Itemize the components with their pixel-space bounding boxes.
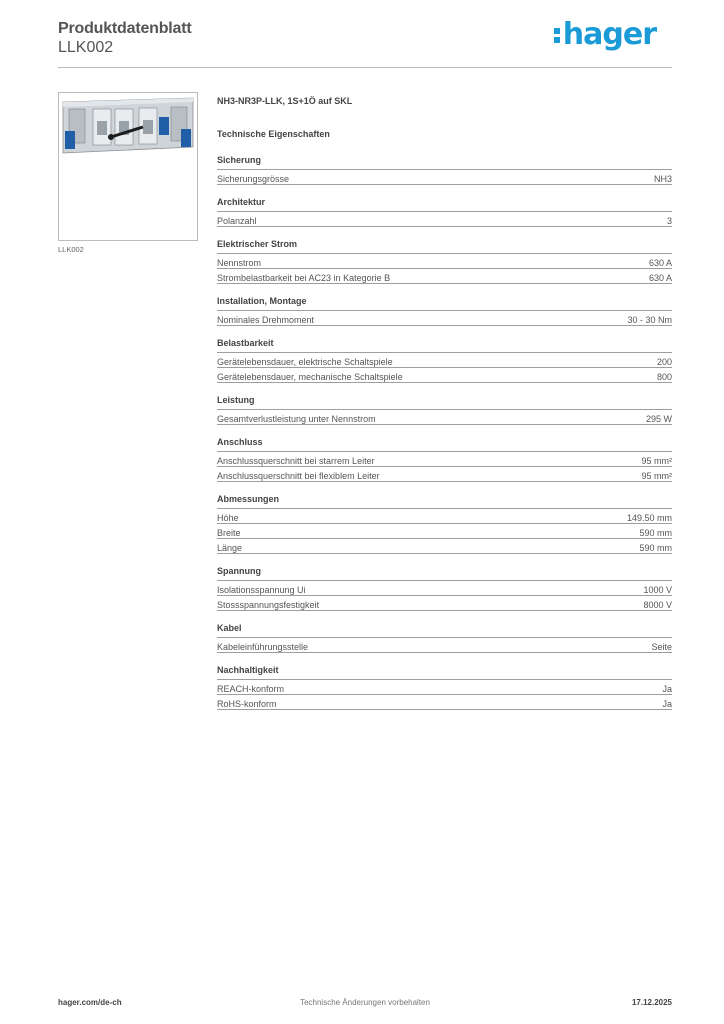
spec-label: Gerätelebensdauer, mechanische Schaltspiele xyxy=(217,372,403,382)
spec-group xyxy=(217,338,672,383)
spec-value: 200 xyxy=(656,357,672,367)
spec-label: Höhe xyxy=(217,513,239,523)
footer-disclaimer: Technische Änderungen vorbehalten xyxy=(300,998,430,1007)
spec-value: 295 W xyxy=(645,414,672,424)
spec-row xyxy=(217,368,672,383)
spec-label: Isolationsspannung Ui xyxy=(217,585,306,595)
spec-row xyxy=(217,410,672,425)
spec-value: Ja xyxy=(662,684,672,694)
spec-label: REACH-konform xyxy=(217,684,285,694)
spec-group-title: Nachhaltigkeit xyxy=(217,665,672,680)
spec-value: Ja xyxy=(662,699,672,709)
spec-row xyxy=(217,695,672,710)
spec-group xyxy=(217,494,672,554)
spec-value: Seite xyxy=(651,642,672,652)
section-heading: Technische Eigenschaften xyxy=(217,129,330,139)
image-caption: LLK002 xyxy=(58,245,84,254)
spec-group-title: Spannung xyxy=(217,566,672,581)
spec-value: 95 mm² xyxy=(641,456,672,466)
spec-row xyxy=(217,509,672,524)
spec-row xyxy=(217,680,672,695)
spec-label: Strombelastbarkeit bei AC23 in Kategorie B xyxy=(217,273,391,283)
spec-group-title: Abmessungen xyxy=(217,494,672,509)
spec-value: 8000 V xyxy=(643,600,672,610)
header-divider xyxy=(58,67,672,68)
specification-content xyxy=(217,96,672,710)
spec-group-title: Installation, Montage xyxy=(217,296,672,311)
fuse-switch-illustration xyxy=(59,93,197,240)
spec-label: Gerätelebensdauer, elektrische Schaltspiele xyxy=(217,357,393,367)
spec-group xyxy=(217,395,672,425)
spec-row xyxy=(217,596,672,611)
spec-group-title: Elektrischer Strom xyxy=(217,239,672,254)
hager-logo xyxy=(554,17,656,52)
spec-group-title: Architektur xyxy=(217,197,672,212)
spec-value: 95 mm² xyxy=(641,471,672,481)
spec-value: 3 xyxy=(666,216,672,226)
spec-row xyxy=(217,539,672,554)
product-image xyxy=(58,92,198,241)
spec-row xyxy=(217,638,672,653)
product-code: LLK002 xyxy=(58,39,114,56)
spec-group xyxy=(217,296,672,326)
spec-value: 30 - 30 Nm xyxy=(627,315,672,325)
spec-group xyxy=(217,566,672,611)
spec-label: Länge xyxy=(217,543,243,553)
spec-value: 630 A xyxy=(648,273,672,283)
spec-value: 1000 V xyxy=(643,585,672,595)
footer-date: 17.12.2025 xyxy=(631,998,672,1007)
spec-value: 590 mm xyxy=(639,528,672,538)
spec-label: Polanzahl xyxy=(217,216,257,226)
spec-row xyxy=(217,269,672,284)
spec-row xyxy=(217,524,672,539)
logo-colon-icon xyxy=(554,26,561,44)
spec-group-title: Anschluss xyxy=(217,437,672,452)
spec-row xyxy=(217,170,672,185)
spec-label: Anschlussquerschnitt bei flexiblem Leiter xyxy=(217,471,380,481)
spec-value: 149.50 mm xyxy=(626,513,672,523)
spec-group-title: Leistung xyxy=(217,395,672,410)
spec-group xyxy=(217,197,672,227)
spec-group xyxy=(217,623,672,653)
footer-website: hager.com/de-ch xyxy=(58,998,122,1007)
spec-groups xyxy=(217,155,672,710)
spec-label: Anschlussquerschnitt bei starrem Leiter xyxy=(217,456,375,466)
spec-group-title: Sicherung xyxy=(217,155,672,170)
spec-group-title: Belastbarkeit xyxy=(217,338,672,353)
page-header xyxy=(58,17,672,70)
spec-label: Stossspannungsfestigkeit xyxy=(217,600,320,610)
spec-group xyxy=(217,665,672,710)
spec-label: Kabeleinführungsstelle xyxy=(217,642,309,652)
page-footer xyxy=(58,998,672,1012)
spec-group-title: Kabel xyxy=(217,623,672,638)
spec-label: Gesamtverlustleistung unter Nennstrom xyxy=(217,414,376,424)
spec-label: Breite xyxy=(217,528,241,538)
spec-value: NH3 xyxy=(653,174,672,184)
product-name: NH3-NR3P-LLK, 1S+1Ö auf SKL xyxy=(217,96,353,106)
logo-text: hager xyxy=(562,17,656,52)
spec-value: 800 xyxy=(656,372,672,382)
spec-group xyxy=(217,239,672,284)
spec-row xyxy=(217,581,672,596)
spec-row xyxy=(217,467,672,482)
spec-label: Sicherungsgrösse xyxy=(217,174,290,184)
spec-row xyxy=(217,254,672,269)
spec-row xyxy=(217,452,672,467)
spec-group xyxy=(217,437,672,482)
spec-row xyxy=(217,212,672,227)
spec-group xyxy=(217,155,672,185)
spec-label: Nennstrom xyxy=(217,258,262,268)
spec-value: 630 A xyxy=(648,258,672,268)
spec-label: Nominales Drehmoment xyxy=(217,315,315,325)
spec-row xyxy=(217,353,672,368)
spec-value: 590 mm xyxy=(639,543,672,553)
spec-row xyxy=(217,311,672,326)
document-title: Produktdatenblatt xyxy=(58,20,192,37)
spec-label: RoHS-konform xyxy=(217,699,277,709)
